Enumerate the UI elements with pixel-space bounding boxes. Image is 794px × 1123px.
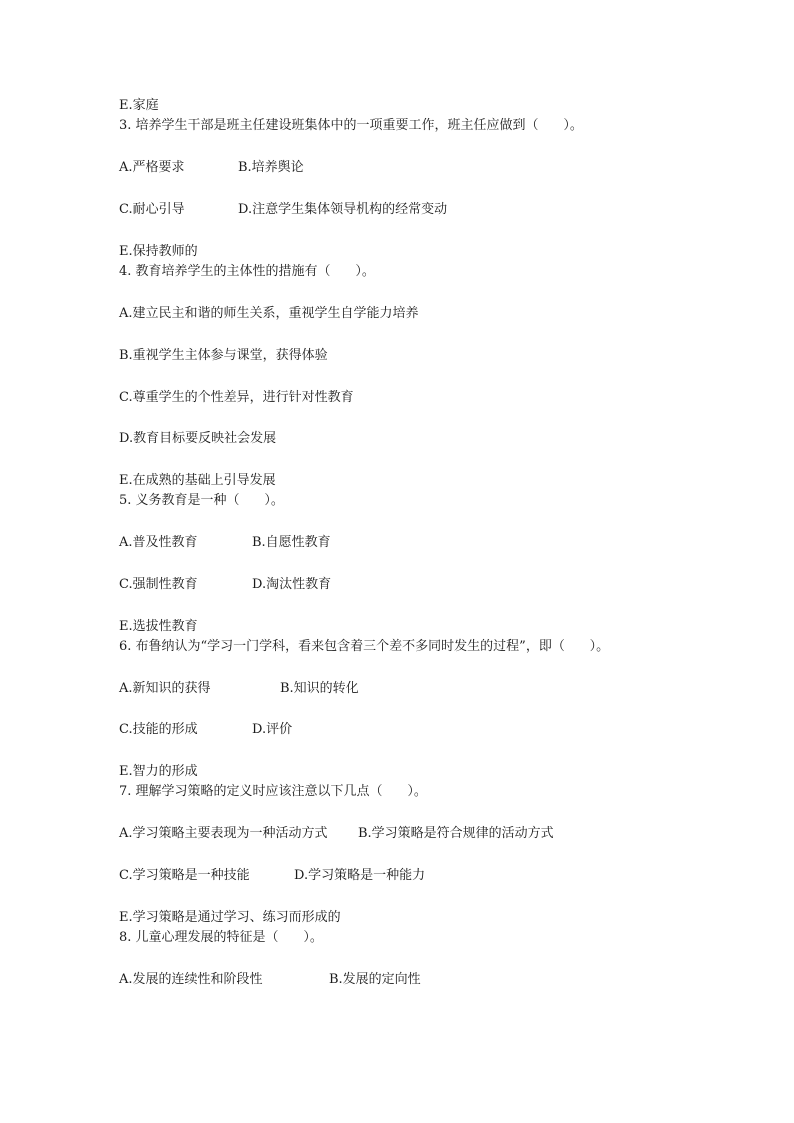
question-text: 4. 教育培养学生的主体性的措施有（ ）。 (119, 264, 375, 279)
option-text: C.强制性教育 (119, 577, 198, 592)
option-text: D.淘汰性教育 (252, 577, 332, 592)
option-text: D.注意学生集体领导机构的经常变动 (238, 202, 448, 217)
option-text: E.智力的形成 (119, 764, 198, 779)
question-text: 3. 培养学生干部是班主任建设班集体中的一项重要工作，班主任应做到（ ）。 (119, 118, 583, 133)
option-text: E.在成熟的基础上引导发展 (119, 473, 276, 488)
option-text: D.评价 (252, 722, 293, 737)
option-text: A.学习策略主要表现为一种活动方式 (119, 826, 328, 841)
option-text: E.学习策略是通过学习、练习而形成的 (119, 910, 341, 925)
option-text: E.保持教师的 (119, 244, 198, 259)
option-text: C.技能的形成 (119, 722, 198, 737)
option-text: A.新知识的获得 (119, 681, 211, 696)
option-text: B.重视学生主体参与课堂，获得体验 (119, 348, 328, 363)
question-text: 5. 义务教育是一种（ ）。 (119, 493, 284, 508)
option-text: D.学习策略是一种能力 (294, 868, 426, 883)
option-text: C.学习策略是一种技能 (119, 868, 250, 883)
option-text: C.尊重学生的个性差异，进行针对性教育 (119, 390, 354, 405)
question-text: 8. 儿童心理发展的特征是（ ）。 (119, 930, 323, 945)
option-text: B.知识的转化 (280, 681, 359, 696)
option-text: A.发展的连续性和阶段性 (119, 972, 263, 987)
question-text: 6. 布鲁纳认为“学习一门学科，看来包含着三个差不多同时发生的过程”，即（ ）。 (119, 639, 610, 654)
option-text: B.学习策略是符合规律的活动方式 (358, 826, 554, 841)
option-text: B.自愿性教育 (252, 535, 331, 550)
question-text: 7. 理解学习策略的定义时应该注意以下几点（ ）。 (119, 784, 427, 799)
option-text: B.发展的定向性 (329, 972, 421, 987)
option-text: D.教育目标要反映社会发展 (119, 431, 277, 446)
option-text: E.选拔性教育 (119, 619, 198, 634)
option-text: B.培养舆论 (238, 160, 304, 175)
option-text: A.建立民主和谐的师生关系，重视学生自学能力培养 (119, 306, 419, 321)
option-text: A.严格要求 (119, 160, 185, 175)
option-text: C.耐心引导 (119, 202, 185, 217)
option-text: A.普及性教育 (119, 535, 198, 550)
option-text: E.家庭 (119, 98, 159, 113)
